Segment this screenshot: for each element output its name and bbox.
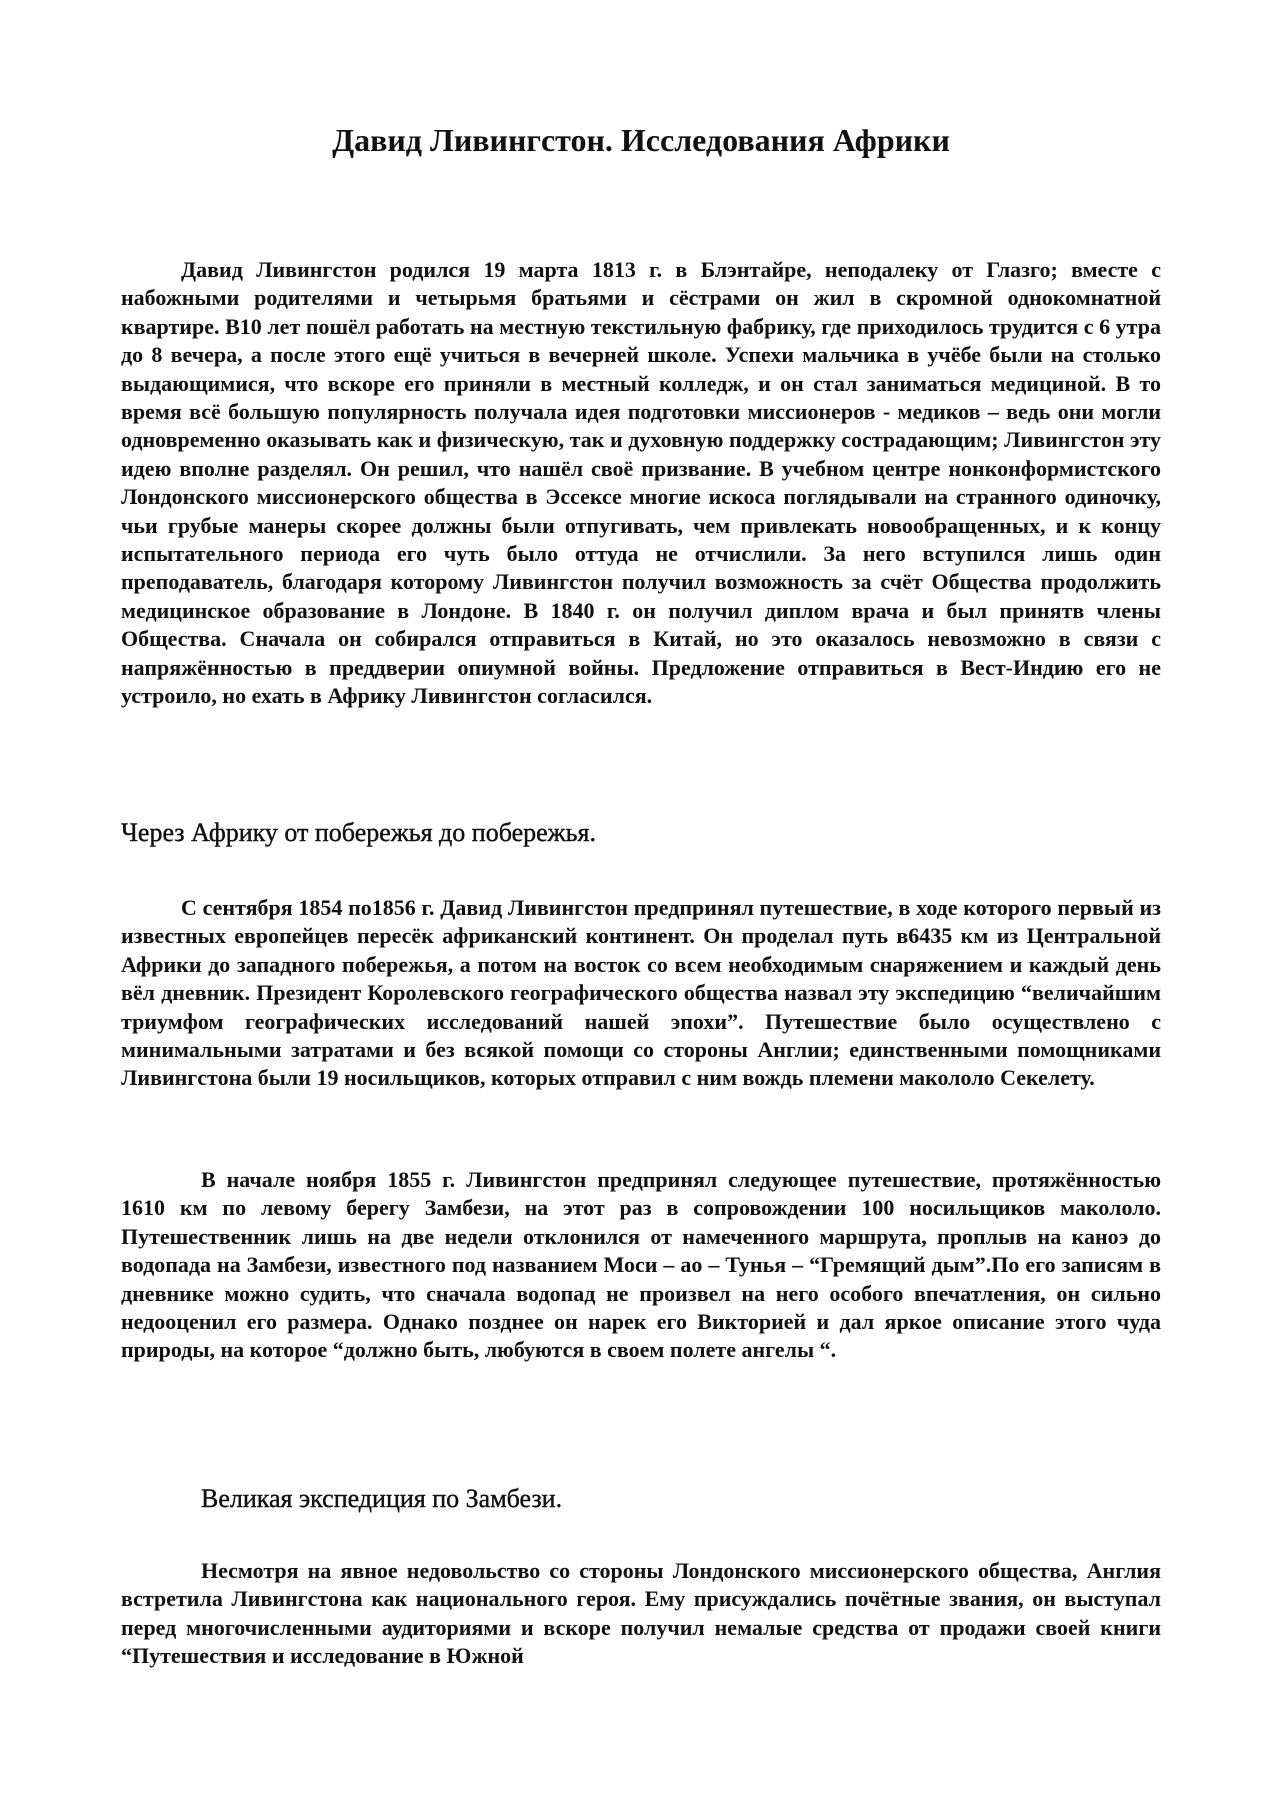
section-heading-zambezi-expedition: Великая экспедиция по Замбези. [201,1484,563,1513]
section-heading-across-africa: Через Африку от побережья до побережья. [121,818,596,847]
paragraph-birth-and-education: Давид Ливингстон родился 19 марта 1813 г. в Блэнтайре, неподалеку от Глазго; вместе с набожными родителями и четырьмя братьями и сёстрами он жил в скромной однокомнатной квартире. В10 лет пошёл работать на местную текстильную фабрику, где приходилось трудится с 6 утра до 8 вечера, а после этого ещё учиться в вечерней школе. Успехи мальчика в учёбе были на столько выдающимися, что вскоре его приняли в местный колледж, и он стал заниматься медициной. В то время всё большую популярность получала идея подготовки миссионеров - медиков – ведь они могли одновременно оказывать как и физическую, так и духовную поддержку сострадающим; Ливингстон эту идею вполне разделял. Он решил, что нашёл своё призвание. В учебном центре нонконформистского Лондонского миссионерского общества в Эссексе многие искоса поглядывали на странного одиночку, чьи грубые манеры скорее должны были отпугивать, чем привлекать новообращенных, и к концу испытательного периода его чуть было оттуда не отчислили. За него вступился лишь один преподаватель, благодаря которому Ливингстон получил возможность за счёт Общества продолжить медицинское образование в Лондоне. В 1840 г. он получил диплом врача и был принятв члены Общества. Сначала он собирался отправиться в Китай, но это оказалось невозможно в связи с напряжённостью в преддверии опиумной войны. Предложение отправиться в Вест-Индию его не устроило, но ехать в Африку Ливингстон согласился. [121,257,1161,709]
paragraph-national-hero: Несмотря на явное недовольство со стороны Лондонского миссионерского общества, Англия встретила Ливингстона как национального героя. Ему присуждались почётные звания, он выступал перед многочисленными аудиториями и вскоре получил немалые средства от продажи своей книги “Путешествия и исследование в Южной [121,1558,1161,1669]
document-title: Давид Ливингстон. Исследования Африки [332,122,950,158]
paragraph-continent-crossing: С сентября 1854 по1856 г. Давид Ливингстон предпринял путешествие, в ходе которого первый из известных европейцев пересёк африканский континент. Он проделал путь в6435 км из Центральной Африки до западного побережья, а потом на восток со всем необходимым снаряжением и каждый день вёл дневник. Президент Королевского географического общества назвал эту экспедицию “величайшим триумфом географических исследований нашей эпохи”. Путешествие было осуществлено с минимальными затратами и без всякой помощи со стороны Англии; единственными помощниками Ливингстона были 19 носильщиков, которых отправил с ним вождь племени макололо Секелету. [121,895,1161,1091]
paragraph-zambezi-falls: В начале ноября 1855 г. Ливингстон предпринял следующее путешествие, протяжённостью 1610 км по левому берегу Замбези, на этот раз в сопровождении 100 носильщиков макололо. Путешественник лишь на две недели отклонился от намеченного маршрута, проплыв на каноэ до водопада на Замбези, известного под названием Моси – ао – Тунья – “Гремящий дым”.По его записям в дневнике можно судить, что сначала водопад не произвел на него особого впечатления, он сильно недооценил его размера. Однако позднее он нарек его Викторией и дал яркое описание этого чуда природы, на которое “должно быть, любуются в своем полете ангелы “. [121,1167,1161,1363]
